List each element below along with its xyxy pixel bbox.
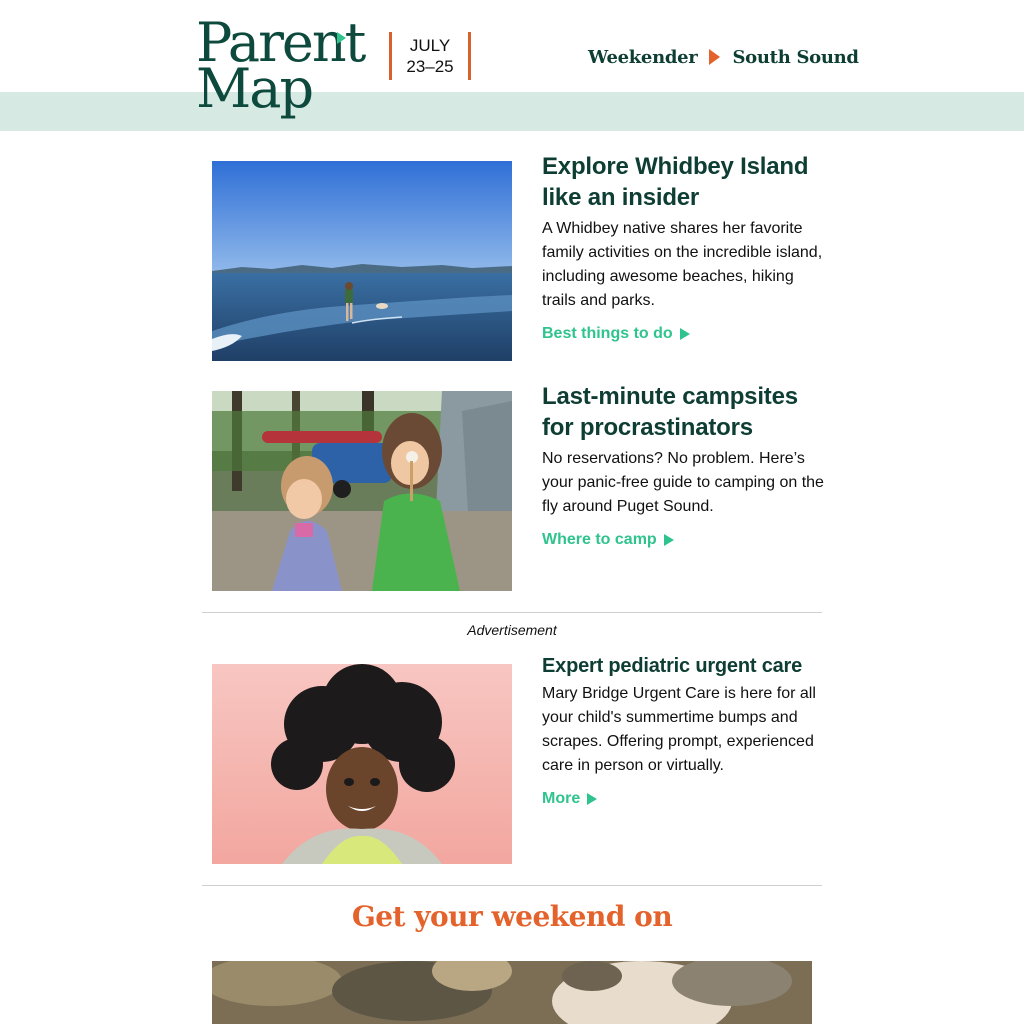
ad-title[interactable]: Expert pediatric urgent care: [542, 655, 803, 677]
where-to-camp-link[interactable]: [542, 529, 674, 551]
best-things-link[interactable]: [542, 323, 690, 345]
logo-line2: Map: [196, 57, 313, 120]
issue-date: [389, 32, 471, 80]
article-title[interactable]: Explore Whidbey Island like an insider: [542, 153, 809, 211]
more-link[interactable]: [542, 788, 597, 810]
breadcrumb-arrow-icon: [709, 49, 720, 65]
breadcrumb-region[interactable]: South Sound: [732, 46, 859, 68]
weekend-feature-photo[interactable]: [212, 961, 812, 1024]
section-heading: Get your weekend on: [351, 900, 673, 933]
urgent-care-child-photo[interactable]: [212, 664, 512, 864]
logo-line1: Parent: [196, 11, 365, 74]
divider: [202, 612, 822, 613]
cta-label: More: [542, 790, 581, 807]
article-description: No reservations? No problem. Here’s your panic-free guide to camping on the fly around Puget Sound.: [542, 450, 824, 515]
article-text: [542, 381, 827, 551]
advertisement-label: Advertisement: [467, 622, 557, 638]
breadcrumb-weekender[interactable]: Weekender: [588, 46, 698, 68]
article-description: A Whidbey native shares her favorite family activities on the incredible island, including awesome beaches, hiking trails and parks.: [542, 220, 823, 309]
cta-label: Where to camp: [542, 531, 657, 548]
play-arrow-icon: [664, 534, 674, 546]
article-title[interactable]: Last-minute campsites for procrastinators: [542, 383, 798, 441]
cta-label: Best things to do: [542, 325, 673, 342]
date-range: 23–25: [406, 57, 454, 76]
whidbey-beach-photo[interactable]: [212, 161, 512, 361]
ad-text: [542, 654, 827, 810]
article-campsites: [212, 383, 824, 591]
date-month: JULY: [409, 36, 451, 55]
breadcrumb: [588, 44, 859, 70]
play-arrow-icon: [680, 328, 690, 340]
camping-kids-photo[interactable]: [212, 391, 512, 591]
ad-urgent-care: [212, 655, 824, 864]
article-whidbey: [212, 153, 824, 361]
parentmap-logo[interactable]: [196, 11, 365, 124]
play-arrow-icon: [587, 793, 597, 805]
article-text: [542, 151, 827, 345]
ad-description: Mary Bridge Urgent Care is here for all your child's summertime bumps and scrapes. Offering prompt, experienced care in person or virtually.: [542, 685, 816, 774]
newsletter-header: [0, 0, 1024, 131]
divider: [202, 885, 822, 886]
logo-play-icon: [337, 32, 346, 44]
